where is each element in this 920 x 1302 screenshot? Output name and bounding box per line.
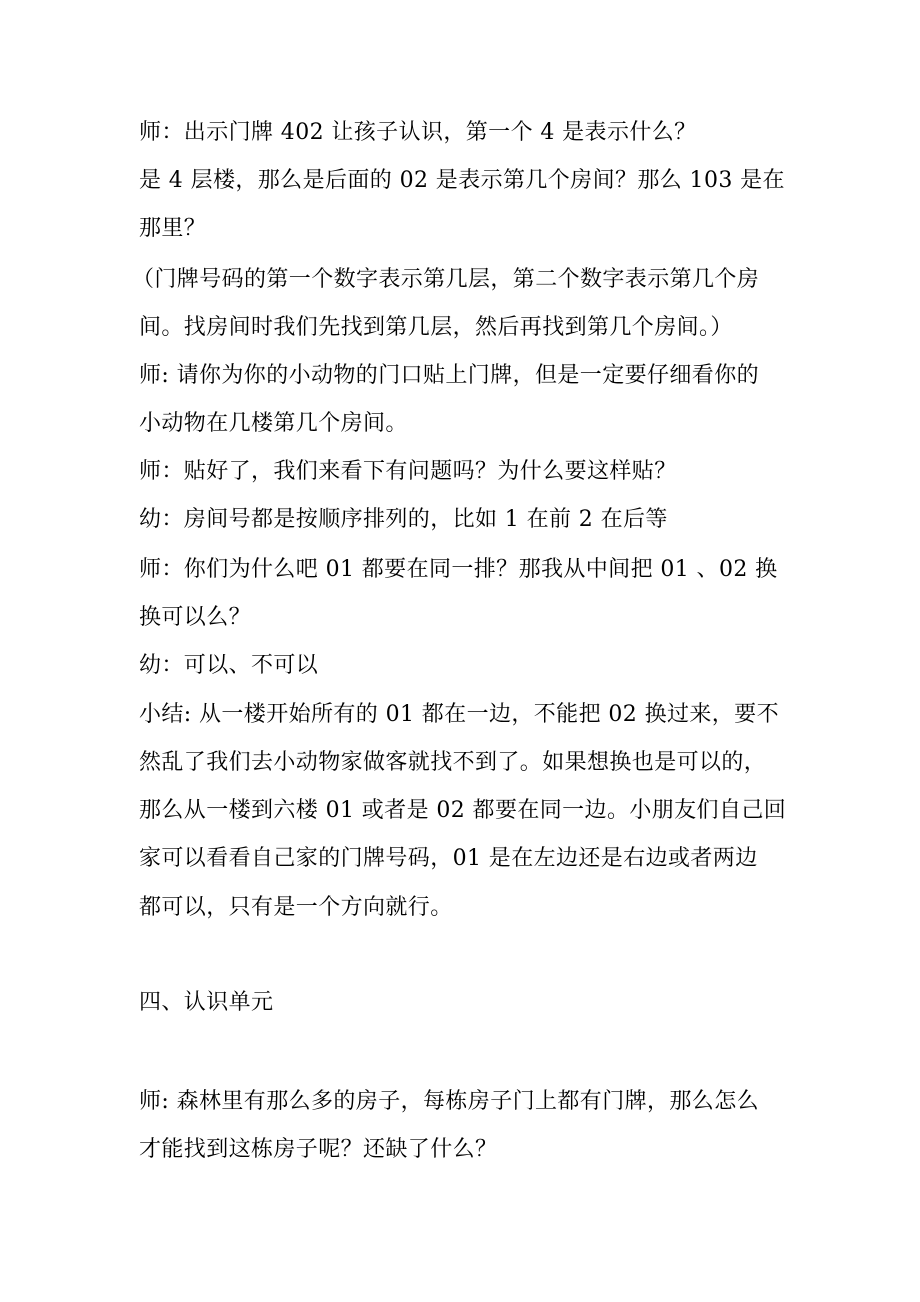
text-line-16: 家可以看看自己家的门牌号码，01 是在左边还是右边或者两边 [139,846,758,871]
text-line-9: 幼：房间号都是按顺序排列的，比如 1 在前 2 在后等 [139,507,668,532]
text-line-7: 小动物在几楼第几个房间。 [139,411,408,436]
text-line-14: 然乱了我们去小动物家做客就找不到了。如果想换也是可以的， [139,750,767,775]
text-line-8: 师：贴好了，我们来看下有问题吗？为什么要这样贴？ [139,459,677,484]
text-line-1: 师：出示门牌 402 让孩子认识，第一个 4 是表示什么？ [139,120,697,145]
text-line-10: 师：你们为什么吧 01 都要在同一排？那我从中间把 01 、02 换 [139,557,778,582]
text-line-2: 是 4 层楼，那么是后面的 02 是表示第几个房间？那么 103 是在 [139,168,785,193]
text-line-5: 间。找房间时我们先找到第几层，然后再找到第几个房间。） [139,315,733,340]
text-line-3: 那里？ [139,216,207,241]
text-line-13: 小结: 从一楼开始所有的 01 都在一边，不能把 02 换过来，要不 [139,702,779,727]
text-line-12: 幼：可以、不可以 [139,653,319,678]
text-line-11: 换可以么？ [139,605,252,630]
section-heading: 四、认识单元 [139,990,274,1015]
text-line-15: 那么从一楼到六楼 01 或者是 02 都要在同一边。小朋友们自己回 [139,798,787,823]
text-line-19: 师: 森林里有那么多的房子，每栋房子门上都有门牌，那么怎么 [139,1089,760,1114]
text-line-17: 都可以，只有是一个方向就行。 [139,895,453,920]
text-line-4: （门牌号码的第一个数字表示第几层，第二个数字表示第几个房 [132,267,760,292]
text-line-20: 才能找到这栋房子呢？还缺了什么？ [139,1137,498,1162]
text-line-6: 师: 请你为你的小动物的门口贴上门牌，但是一定要仔细看你的 [139,363,760,388]
